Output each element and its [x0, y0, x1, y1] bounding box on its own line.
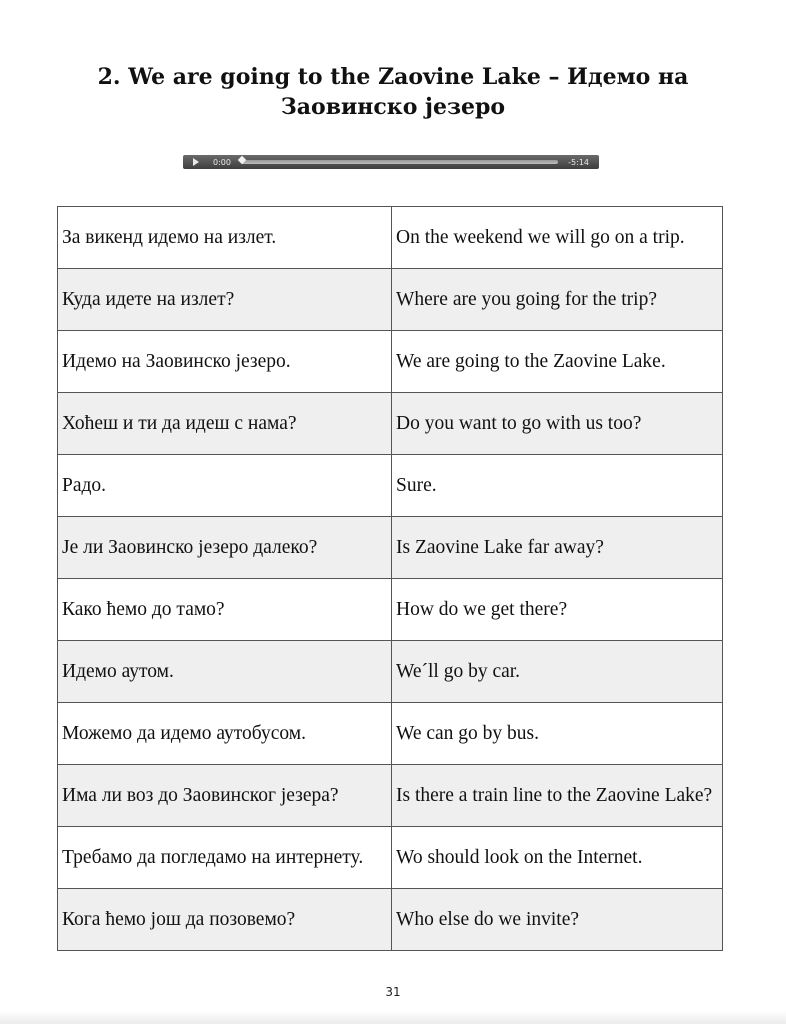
serbian-phrase-cell: Можемо да идемо аутобусом.: [58, 703, 392, 765]
english-translation-cell: We are going to the Zaovine Lake.: [392, 331, 723, 393]
table-row: [58, 765, 723, 827]
english-translation-cell: Is there a train line to the Zaovine Lake?: [392, 765, 723, 827]
table-row: [58, 827, 723, 889]
serbian-phrase-cell: За викенд идемо на излет.: [58, 207, 392, 269]
audio-remaining-time: -5:14: [568, 157, 589, 167]
serbian-phrase-cell: Је ли Заовинско језеро далеко?: [58, 517, 392, 579]
page-title: [60, 62, 726, 122]
phrase-table: [57, 206, 723, 951]
serbian-phrase-cell: Идемо на Заовинско језеро.: [58, 331, 392, 393]
serbian-phrase-cell: Кога ћемо још да позовемо?: [58, 889, 392, 951]
page-number: 31: [385, 985, 401, 999]
serbian-phrase-cell: Требамо да погледамо на интернету.: [58, 827, 392, 889]
serbian-phrase-cell: Куда идете на излет?: [58, 269, 392, 331]
table-row: [58, 579, 723, 641]
table-row: [58, 269, 723, 331]
english-translation-cell: Where are you going for the trip?: [392, 269, 723, 331]
page-title-line-2: Заовинско језеро: [280, 94, 506, 120]
serbian-phrase-cell: Како ћемо до тамо?: [58, 579, 392, 641]
table-row: [58, 517, 723, 579]
table-row: [58, 207, 723, 269]
play-icon[interactable]: [193, 158, 199, 166]
audio-seek-thumb[interactable]: [238, 156, 246, 164]
audio-seek-bar[interactable]: [241, 160, 558, 164]
serbian-phrase-cell: Радо.: [58, 455, 392, 517]
serbian-phrase-cell: Хоћеш и ти да идеш с нама?: [58, 393, 392, 455]
english-translation-cell: Sure.: [392, 455, 723, 517]
table-row: [58, 889, 723, 951]
english-translation-cell: Is Zaovine Lake far away?: [392, 517, 723, 579]
english-translation-cell: We´ll go by car.: [392, 641, 723, 703]
english-translation-cell: On the weekend we will go on a trip.: [392, 207, 723, 269]
table-row: [58, 641, 723, 703]
english-translation-cell: We can go by bus.: [392, 703, 723, 765]
audio-player: [183, 155, 599, 169]
audio-current-time: 0:00: [213, 157, 231, 167]
serbian-phrase-cell: Има ли воз до Заовинског језера?: [58, 765, 392, 827]
table-row: [58, 703, 723, 765]
page-title-line-1: 2. We are going to the Zaovine Lake – Идемо на: [97, 64, 689, 90]
english-translation-cell: Who else do we invite?: [392, 889, 723, 951]
serbian-phrase-cell: Идемо аутом.: [58, 641, 392, 703]
english-translation-cell: Wo should look on the Internet.: [392, 827, 723, 889]
english-translation-cell: How do we get there?: [392, 579, 723, 641]
table-row: [58, 455, 723, 517]
page-bottom-shadow: [0, 1010, 786, 1024]
table-row: [58, 331, 723, 393]
english-translation-cell: Do you want to go with us too?: [392, 393, 723, 455]
table-row: [58, 393, 723, 455]
